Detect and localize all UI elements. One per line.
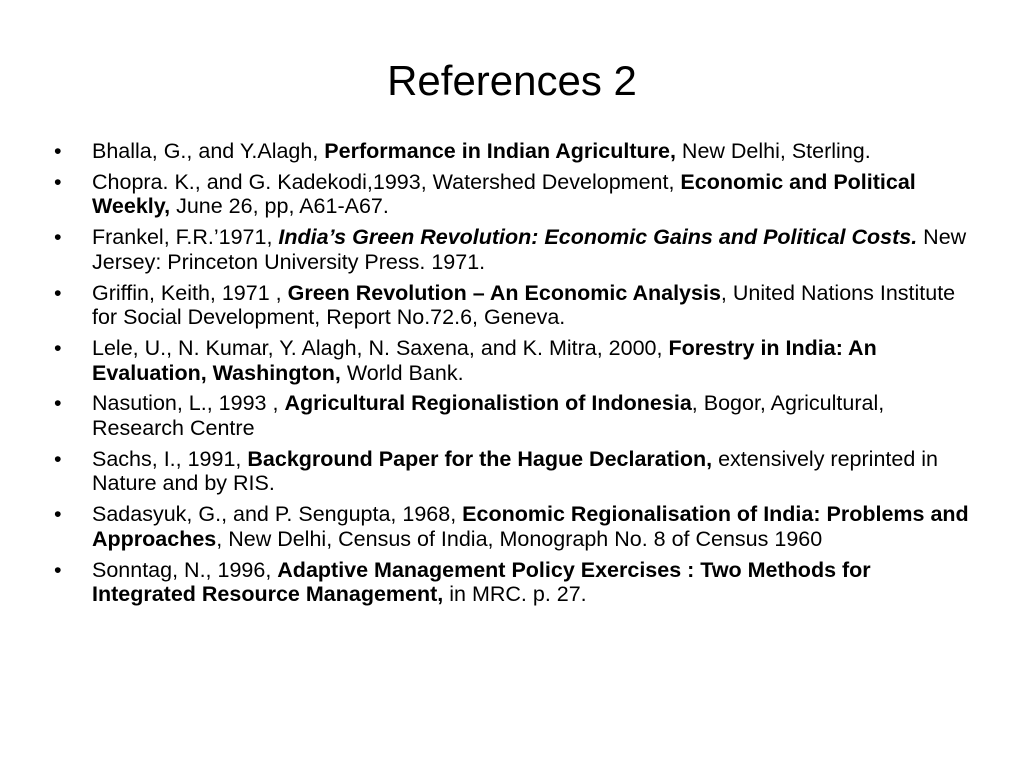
reference-item — [0, 336, 1024, 385]
bullet-icon: • — [54, 446, 62, 471]
reference-publication-text: New Delhi, Sterling. — [675, 139, 871, 163]
reference-author-text: Griffin, Keith, 1971 , — [92, 280, 288, 305]
reference-author-text: Nasution, L., 1993 , — [92, 391, 285, 416]
reference-author-text: Sachs, I., 1991, — [92, 446, 248, 471]
reference-author-text: Sonntag, N., 1996, — [92, 557, 278, 582]
reference-work-title: Adaptive Management Policy Exercises : Two Methods for Integrated Resource Management, — [92, 557, 871, 607]
reference-item — [0, 502, 1024, 551]
reference-author-text: Frankel, F.R.’1971, — [92, 225, 279, 250]
bullet-icon: • — [54, 557, 62, 582]
reference-list — [0, 139, 1024, 613]
reference-work-title: Green Revolution – An Economic Analysis — [287, 280, 721, 305]
reference-publication-text: , United Nations Institute for Social Development, Report No.72.6, Geneva. — [92, 280, 956, 330]
bullet-icon: • — [54, 139, 62, 163]
reference-item — [0, 558, 1024, 607]
reference-item — [0, 281, 1024, 330]
reference-publication-text: , New Delhi, Census of India, Monograph No. 8 of Census 1960 — [216, 526, 823, 551]
bullet-icon: • — [54, 280, 62, 305]
reference-author-text: Chopra. K., and G. Kadekodi,1993, Watershed Development, — [92, 169, 681, 194]
reference-publication-text: in MRC. p. 27. — [443, 582, 587, 607]
reference-publication-text: , Bogor, Agricultural, Research Centre — [92, 391, 885, 440]
bullet-icon: • — [54, 225, 62, 250]
reference-author-text: Bhalla, G., and Y.Alagh, — [92, 139, 325, 163]
reference-work-title: India’s Green Revolution: Economic Gains and Political Costs. — [278, 225, 918, 250]
bullet-icon: • — [54, 502, 62, 527]
reference-item — [0, 170, 1024, 219]
reference-item — [0, 139, 1024, 164]
reference-item — [0, 391, 1024, 440]
bullet-icon: • — [54, 169, 62, 194]
reference-publication-text: June 26, pp, A61-A67. — [170, 194, 389, 219]
reference-work-title: Forestry in India: An Evaluation, Washington, — [92, 336, 877, 385]
reference-work-title: Agricultural Regionalistion of Indonesia — [284, 391, 692, 416]
reference-item — [0, 225, 1024, 274]
reference-publication-text: extensively reprinted in Nature and by RIS. — [92, 446, 938, 496]
reference-publication-text: New Jersey: Princeton University Press. 1971. — [92, 225, 967, 274]
bullet-icon: • — [54, 336, 62, 361]
reference-work-title: Background Paper for the Hague Declaration, — [247, 446, 713, 471]
bullet-icon: • — [54, 391, 62, 416]
reference-item — [0, 447, 1024, 496]
page-title: References 2 — [387, 57, 637, 104]
reference-publication-text: World Bank. — [340, 360, 464, 385]
reference-work-title: Economic and Political Weekly, — [92, 169, 916, 219]
reference-work-title: Economic Regionalisation of India: Problems and Approaches — [92, 502, 969, 551]
reference-work-title: Performance in Indian Agriculture, — [324, 139, 676, 163]
reference-author-text: Sadasyuk, G., and P. Sengupta, 1968, — [92, 502, 463, 527]
reference-author-text: Lele, U., N. Kumar, Y. Alagh, N. Saxena, and K. Mitra, 2000, — [92, 336, 669, 361]
